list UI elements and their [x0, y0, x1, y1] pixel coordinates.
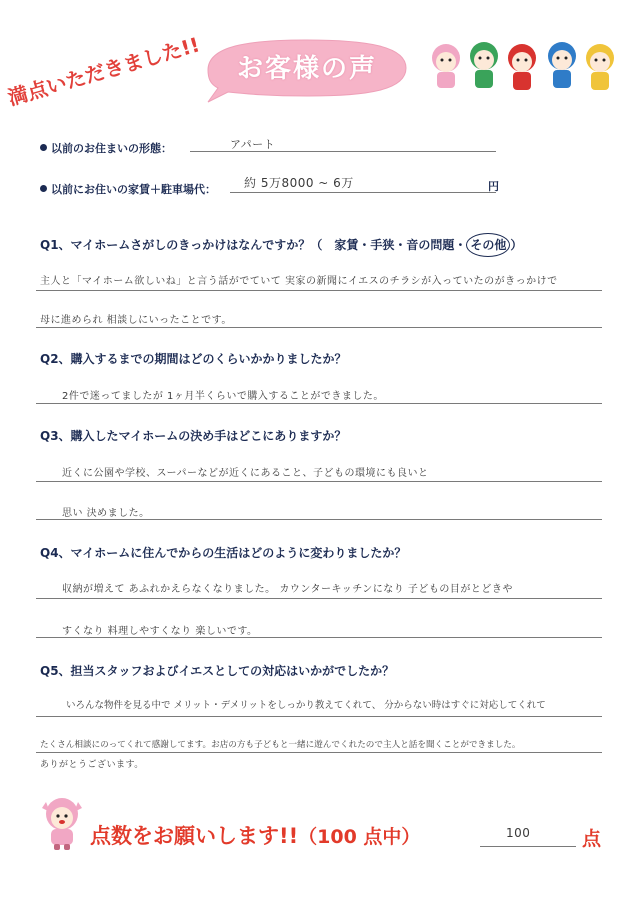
- score-value: 100: [506, 826, 531, 840]
- divider: [36, 403, 602, 404]
- divider: [36, 290, 602, 291]
- banner-text: 満点いただきました!!: [5, 32, 203, 111]
- answer-2-line-1: 2件で迷ってましたが 1ヶ月半くらいで購入することができました。: [62, 391, 384, 402]
- prev-home-row: [40, 137, 172, 156]
- question-1-text: Q1、マイホームさがしのきっかけはなんですか？（ 家賃・手狭・音の問題・: [40, 238, 467, 252]
- divider: [36, 752, 602, 753]
- divider: [480, 846, 576, 847]
- page-title: お客様の声: [236, 54, 377, 84]
- rent-label: 以前にお住いの家賃＋駐車場代：: [51, 183, 216, 196]
- prev-home-label: 以前のお住まいの形態：: [51, 142, 172, 155]
- question-3: Q3、購入したマイホームの決め手はどこにありますか？: [40, 429, 347, 443]
- divider: [36, 327, 602, 328]
- rent-row: [40, 178, 216, 197]
- question-4: Q4、マイホームに住んでからの生活はどのように変わりましたか？: [40, 546, 407, 560]
- score-row: [90, 820, 420, 850]
- divider: [36, 598, 602, 599]
- rent-unit: 円: [488, 180, 499, 193]
- divider: [190, 151, 496, 152]
- bullet-icon: [40, 144, 47, 151]
- mascot-group-icon: [428, 38, 628, 100]
- answer-4-line-1: 収納が増えて あふれかえらなくなりました。 カウンターキッチンになり 子どもの目がとどきや: [62, 584, 513, 595]
- mascot-pink-icon: [40, 796, 84, 852]
- bullet-icon: [40, 185, 47, 192]
- answer-1-line-2: 母に進められ 相談しにいったことです。: [40, 315, 232, 326]
- divider: [36, 637, 602, 638]
- divider: [230, 192, 496, 193]
- divider: [36, 519, 602, 520]
- rent-value: 約 5万8000 ~ 6万: [244, 176, 354, 190]
- answer-1-line-1: 主人と「マイホーム欲しいね」と言う話がでていて 実家の新聞にイエスのチラシが入っていたのがきっかけで: [40, 276, 558, 287]
- score-unit: 点: [582, 828, 602, 850]
- answer-5-line-2: たくさん相談にのってくれて感謝してます。お店の方も子どもと一緒に遊んでくれたので主人と話を聞くことができました。: [40, 740, 521, 750]
- question-1-circled: その他: [466, 233, 510, 257]
- answer-4-line-2: すくなり 料理しやすくなり 楽しいです。: [62, 626, 258, 637]
- answer-3-line-1: 近くに公園や学校、スーパーなどが近くにあること、子どもの環境にも良いと: [62, 468, 429, 479]
- answer-5-line-1: いろんな物件を見る中で メリット・デメリットをしっかり教えてくれて、 分からない時はすぐに対応してくれて: [66, 700, 546, 711]
- question-2: Q2、購入するまでの期間はどのくらいかかりましたか？: [40, 352, 347, 366]
- score-paren: （100 点中）: [298, 826, 421, 848]
- divider: [36, 716, 602, 717]
- question-1: [40, 236, 522, 253]
- answer-3-line-2: 思い 決めました。: [62, 508, 150, 519]
- question-1-end: ）: [510, 238, 523, 252]
- divider: [36, 481, 602, 482]
- answer-5-line-3: ありがとうございます。: [40, 760, 144, 770]
- question-5: Q5、担当スタッフおよびイエスとしての対応はいかがでしたか？: [40, 664, 395, 678]
- prev-home-value: アパート: [230, 138, 276, 151]
- score-label: 点数をお願いします!!: [90, 824, 299, 848]
